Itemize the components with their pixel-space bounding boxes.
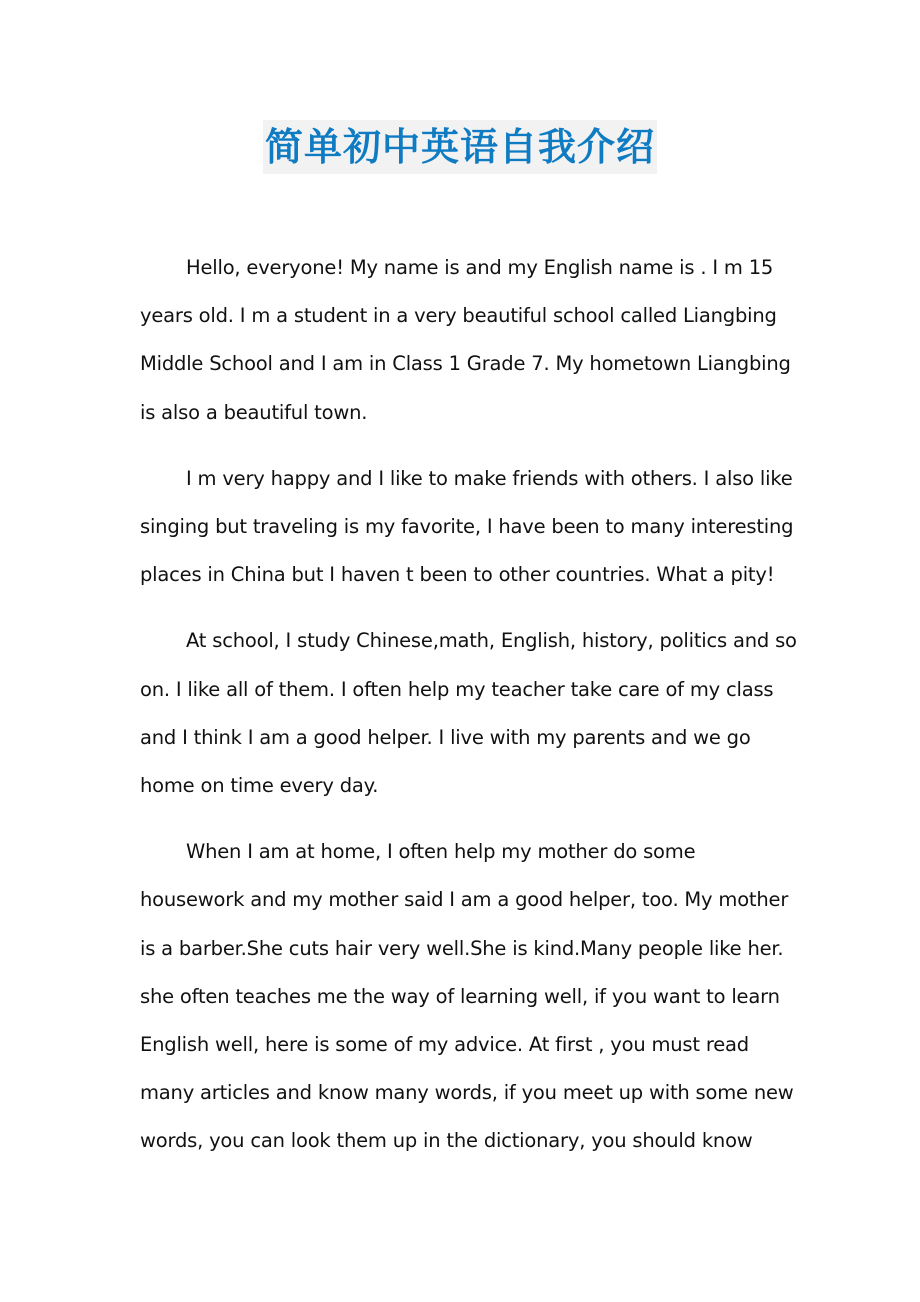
paragraph-line: places in China but I haven t been to other countries. What a pity! <box>140 563 775 587</box>
paragraph-line: English well, here is some of my advice. At first , you must read <box>140 1033 749 1057</box>
paragraph-4 <box>140 828 794 1165</box>
paragraph-line: When I am at home, I often help my mother do some <box>186 840 696 864</box>
paragraph-2 <box>140 455 794 600</box>
paragraph-line: on. I like all of them. I often help my teacher take care of my class <box>140 677 774 701</box>
page-title: 简单初中英语自我介绍 <box>263 120 657 174</box>
paragraph-line: words, you can look them up in the dictionary, you should know <box>140 1129 753 1153</box>
paragraph-3 <box>140 617 797 810</box>
paragraph-line: many articles and know many words, if you meet up with some new <box>140 1081 794 1105</box>
paragraph-1 <box>140 244 791 437</box>
paragraph-line: is a barber.She cuts hair very well.She is kind.Many people like her. <box>140 936 784 960</box>
paragraph-line: home on time every day. <box>140 774 379 798</box>
paragraph-line: singing but traveling is my favorite, I have been to many interesting <box>140 515 794 539</box>
paragraph-line: she often teaches me the way of learning well, if you want to learn <box>140 984 780 1008</box>
paragraph-line: At school, I study Chinese,math, English, history, politics and so <box>186 629 797 653</box>
paragraph-line: is also a beautiful town. <box>140 400 368 424</box>
paragraph-line: Hello, everyone! My name is and my English name is . I m 15 <box>186 256 774 279</box>
document-body <box>140 244 797 1184</box>
paragraph-line: and I think I am a good helper. I live with my parents and we go <box>140 725 751 749</box>
paragraph-line: I m very happy and I like to make friends with others. I also like <box>186 466 793 490</box>
paragraph-line: years old. I m a student in a very beautiful school called Liangbing <box>140 304 777 328</box>
title-container <box>0 120 920 174</box>
paragraph-line: housework and my mother said I am a good helper, too. My mother <box>140 888 789 912</box>
paragraph-line: Middle School and I am in Class 1 Grade 7. My hometown Liangbing <box>140 352 791 376</box>
